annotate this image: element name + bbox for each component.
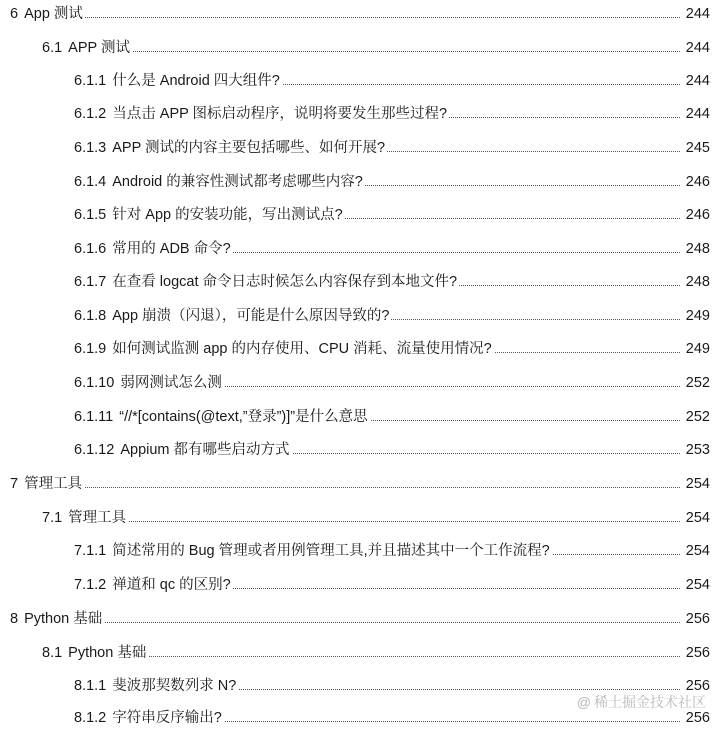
toc-entry[interactable] <box>0 405 720 429</box>
toc-page-number: 253 <box>680 438 710 462</box>
toc-entry-label <box>74 270 459 294</box>
toc-entry-number: 6.1.2 <box>74 106 107 122</box>
toc-entry-label <box>74 102 449 126</box>
toc-entry-label <box>74 69 282 93</box>
toc-entry-label <box>74 371 224 395</box>
toc-page-number: 246 <box>680 203 710 227</box>
watermark <box>577 692 706 712</box>
toc-entry-label <box>74 706 224 730</box>
toc-entry-title: Appium 都有哪些启动方式 <box>120 442 290 458</box>
toc-entry-number: 6.1.11 <box>74 409 114 425</box>
toc-entry-label <box>74 573 233 597</box>
toc-entry-label <box>74 304 391 328</box>
toc-page-number: 256 <box>680 641 710 665</box>
toc-entry-number: 6.1.8 <box>74 308 107 324</box>
toc-page-number: 244 <box>680 2 710 26</box>
toc-page-number: 256 <box>680 607 710 631</box>
toc-entry-title: Python 基础 <box>24 611 103 627</box>
toc-entry[interactable] <box>0 203 720 227</box>
toc-entry[interactable] <box>0 438 720 462</box>
watermark-text: 稀土掘金技术社区 <box>594 694 706 710</box>
toc-entry-title: 管理工具 <box>68 510 127 526</box>
toc-page-number: 254 <box>680 472 710 496</box>
toc-entry-number: 6.1.9 <box>74 341 107 357</box>
toc-entry-title: 字符串反序输出? <box>112 710 222 726</box>
toc-entry-label <box>10 472 84 496</box>
toc-entry[interactable] <box>0 607 720 631</box>
toc-entry-title: 在查看 logcat 命令日志时候怎么内容保存到本地文件? <box>112 274 458 290</box>
toc-entry-title: 禅道和 qc 的区别? <box>112 577 231 593</box>
toc-entry-label <box>42 641 148 665</box>
toc-entry-title: 简述常用的 Bug 管理或者用例管理工具,并且描述其中一个工作流程? <box>112 543 550 559</box>
toc-entry-title: 弱网测试怎么测 <box>120 375 222 391</box>
toc-entry-title: 如何测试监测 app 的内存使用、CPU 消耗、流量使用情况? <box>112 341 492 357</box>
toc-entry-title: Python 基础 <box>68 645 147 661</box>
toc-entry-number: 8.1 <box>42 645 63 661</box>
toc-page-number: 254 <box>680 506 710 530</box>
toc-leader-dots <box>12 622 680 623</box>
toc-entry[interactable] <box>0 36 720 60</box>
toc-entry[interactable] <box>0 237 720 261</box>
toc-page-number: 256 <box>680 674 710 698</box>
toc-entry-title: 斐波那契数列求 N? <box>112 678 237 694</box>
toc-entry-number: 6.1 <box>42 40 63 56</box>
toc-entry-label <box>10 607 104 631</box>
toc-entry[interactable] <box>0 102 720 126</box>
toc-entry-number: 6.1.10 <box>74 375 115 391</box>
toc-entry-number: 8 <box>10 611 19 627</box>
toc-entry-label <box>42 506 128 530</box>
toc-entry-number: 6.1.4 <box>74 174 107 190</box>
toc-entry-title: “//*[contains(@text,”登录”)]”是什么意思 <box>119 409 368 425</box>
toc-entry-label <box>10 2 85 26</box>
toc-entry[interactable] <box>0 2 720 26</box>
toc-entry-title: APP 测试 <box>68 40 130 56</box>
toc-entry-label <box>42 36 132 60</box>
toc-entry-number: 6.1.1 <box>74 73 107 89</box>
toc-entry[interactable] <box>0 539 720 563</box>
toc-entry-title: 什么是 Android 四大组件? <box>112 73 280 89</box>
toc-entry-number: 7.1.1 <box>74 543 107 559</box>
toc-entry[interactable] <box>0 641 720 665</box>
watermark-at-symbol: @ <box>576 694 591 710</box>
toc-page-number: 244 <box>680 102 710 126</box>
toc-leader-dots <box>44 51 680 52</box>
toc-entry-number: 6.1.3 <box>74 140 107 156</box>
toc-entry[interactable] <box>0 472 720 496</box>
toc-entry-title: 针对 App 的安装功能，写出测试点? <box>112 207 343 223</box>
toc-page-number: 249 <box>680 304 710 328</box>
toc-leader-dots <box>12 487 680 488</box>
toc-entry-number: 6 <box>10 6 19 22</box>
toc-entry[interactable] <box>0 506 720 530</box>
toc-entry-label <box>74 170 365 194</box>
toc-leader-dots <box>12 17 680 18</box>
toc-page-number: 246 <box>680 170 710 194</box>
toc-entry-number: 7 <box>10 476 19 492</box>
toc-entry-number: 8.1.1 <box>74 678 107 694</box>
toc-page-number: 256 <box>680 706 710 730</box>
toc-entry-label <box>74 203 345 227</box>
toc-entry-number: 6.1.7 <box>74 274 107 290</box>
toc-entry[interactable] <box>0 371 720 395</box>
toc-entry-title: 当点击 APP 图标启动程序，说明将要发生那些过程? <box>112 106 448 122</box>
toc-entry-label <box>74 674 238 698</box>
toc-entry-title: 常用的 ADB 命令? <box>112 241 231 257</box>
toc-entry-label <box>74 438 292 462</box>
toc-page-number: 254 <box>680 539 710 563</box>
toc-page-number: 252 <box>680 371 710 395</box>
toc-entry-number: 8.1.2 <box>74 710 107 726</box>
toc-entry-number: 6.1.5 <box>74 207 107 223</box>
toc-entry-number: 6.1.6 <box>74 241 107 257</box>
toc-entry[interactable] <box>0 136 720 160</box>
toc-entry-title: 管理工具 <box>24 476 83 492</box>
toc-page-number: 245 <box>680 136 710 160</box>
toc-entry-label <box>74 136 387 160</box>
toc-page-number: 248 <box>680 270 710 294</box>
toc-page-number: 252 <box>680 405 710 429</box>
toc-page-number: 249 <box>680 337 710 361</box>
toc-entry[interactable] <box>0 69 720 93</box>
toc-entry-label <box>74 405 370 429</box>
toc-page-number: 254 <box>680 573 710 597</box>
toc-page-number: 248 <box>680 237 710 261</box>
toc-entry-label <box>74 337 494 361</box>
toc-page-number: 244 <box>680 36 710 60</box>
toc-entry-number: 7.1.2 <box>74 577 107 593</box>
toc-entry[interactable] <box>0 304 720 328</box>
toc-entry-label <box>74 237 233 261</box>
toc-entry-title: APP 测试的内容主要包括哪些、如何开展? <box>112 140 386 156</box>
toc-entry[interactable] <box>0 573 720 597</box>
toc-leader-dots <box>44 521 680 522</box>
toc-entry[interactable] <box>0 270 720 294</box>
toc-entry-title: App 崩溃（闪退），可能是什么原因导致的? <box>112 308 390 324</box>
toc-entry[interactable] <box>0 337 720 361</box>
toc-entry[interactable] <box>0 170 720 194</box>
toc-entry-number: 7.1 <box>42 510 63 526</box>
toc-entry-label <box>74 539 552 563</box>
toc-entry-title: App 测试 <box>24 6 83 22</box>
toc-page-number: 244 <box>680 69 710 93</box>
toc-entry-title: Android 的兼容性测试都考虑哪些内容? <box>112 174 363 190</box>
toc-entry-number: 6.1.12 <box>74 442 115 458</box>
